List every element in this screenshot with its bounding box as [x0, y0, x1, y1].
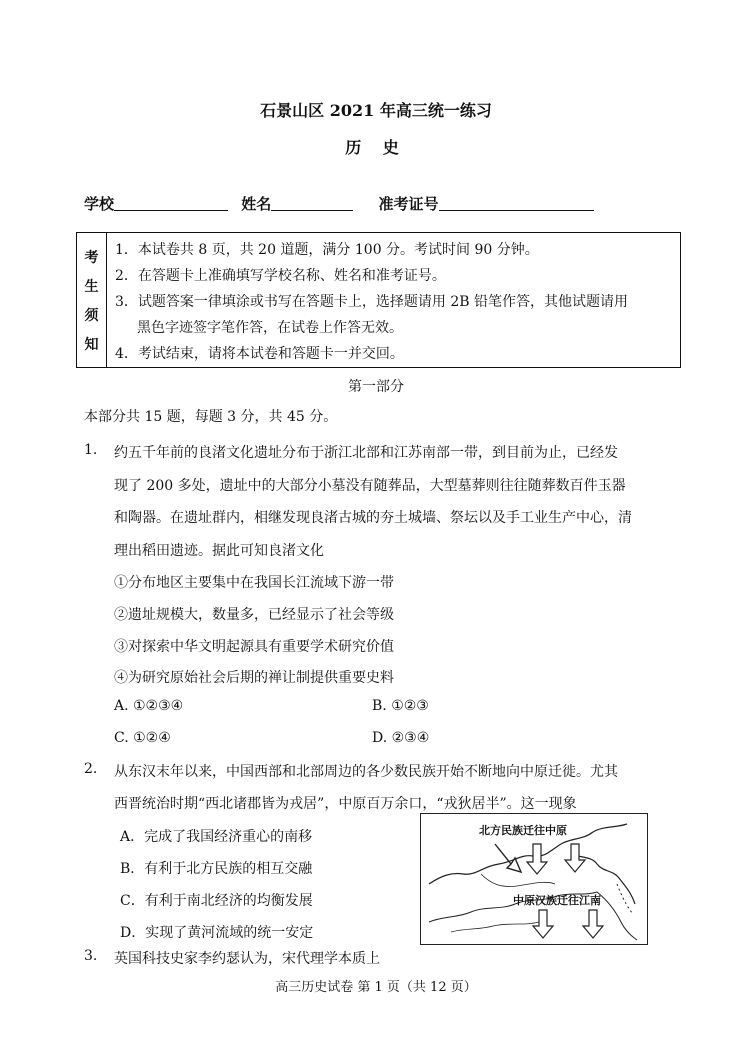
name-field[interactable]	[271, 196, 353, 211]
notice-heading-char: 须	[84, 308, 99, 324]
question-number: 2.	[84, 761, 98, 777]
map-label-south: 中原汉族迁往江南	[513, 894, 601, 907]
page-footer: 高三历史试卷 第 1 页（共 12 页）	[275, 980, 477, 995]
exam-id-label: 准考证号	[378, 195, 439, 213]
option-b[interactable]: B. ①②③	[372, 698, 429, 714]
question-text-line: 西晋统治时期“西北诸郡皆为戎居”，中原百万余口，“戎狄居半”。这一现象	[114, 796, 577, 812]
statement-item: ②遗址规模大，数量多，已经显示了社会等级	[114, 607, 394, 623]
question-text-line: 现了 200 多处，遗址中的大部分小墓没有随葬品，大型墓葬则往往随葬数百件玉器	[114, 478, 626, 494]
question-text-line: 英国科技史家李约瑟认为，宋代理学本质上	[114, 951, 380, 967]
statement-item: ①分布地区主要集中在我国长江流域下游一带	[114, 575, 394, 591]
option-a[interactable]: A. ①②③④	[114, 698, 184, 714]
notice-item: 2．在答题卡上准确填写学校名称、姓名和准考证号。	[115, 268, 446, 284]
notice-item: 3．试题答案一律填涂或书写在答题卡上，选择题请用 2B 铅笔作答，其他试题请用	[115, 294, 629, 310]
option-b[interactable]: B．有利于北方民族的相互交融	[120, 861, 313, 877]
question-number: 1.	[84, 442, 98, 458]
notice-heading-char: 知	[84, 337, 99, 353]
migration-map	[420, 813, 648, 945]
question-number: 3.	[84, 948, 98, 964]
question-text-line: 约五千年前的良渚文化遗址分布于浙江北部和江苏南部一带，到目前为止，已经发	[114, 445, 618, 461]
option-a[interactable]: A．完成了我国经济重心的南移	[120, 829, 313, 845]
option-d[interactable]: D. ②③④	[372, 730, 430, 746]
notice-heading-char: 考	[84, 250, 99, 266]
notice-item: 4．考试结束，请将本试卷和答题卡一并交回。	[115, 346, 404, 362]
statement-item: ④为研究原始社会后期的禅让制提供重要史料	[114, 670, 394, 686]
part-intro: 本部分共 15 题，每题 3 分，共 45 分。	[84, 409, 338, 425]
school-field[interactable]	[114, 196, 228, 211]
notice-item-continued: 黑色字迹签字笔作答，在试卷上作答无效。	[137, 320, 403, 336]
notice-item: 1．本试卷共 8 页，共 20 道题，满分 100 分。考试时间 90 分钟。	[115, 242, 539, 258]
part-title: 第一部分	[348, 379, 404, 395]
question-text-line: 和陶器。在遗址群内，相继发现良渚古城的夯土城墙、祭坛以及手工业生产中心，清	[114, 510, 632, 526]
notice-heading-char: 生	[84, 279, 99, 295]
option-c[interactable]: C．有利于南北经济的均衡发展	[120, 893, 313, 909]
subject-title: 历 史	[345, 138, 407, 157]
statement-item: ③对探索中华文明起源具有重要学术研究价值	[114, 639, 394, 655]
school-label: 学校	[84, 195, 115, 213]
exam-title: 石景山区 2021 年高三统一练习	[260, 101, 492, 120]
question-text-line: 从东汉末年以来，中国西部和北部周边的各少数民族开始不断地向中原迁徙。尤其	[114, 764, 618, 780]
map-label-north: 北方民族迁往中原	[479, 824, 567, 837]
name-label: 姓名	[241, 195, 272, 213]
notice-box	[76, 232, 681, 368]
question-text-line: 理出稻田遗迹。据此可知良渚文化	[114, 543, 324, 559]
student-info-row	[84, 193, 594, 214]
option-c[interactable]: C. ①②④	[114, 730, 171, 746]
exam-id-field[interactable]	[439, 196, 594, 211]
option-d[interactable]: D．实现了黄河流域的统一安定	[120, 925, 314, 941]
notice-heading	[77, 233, 107, 367]
